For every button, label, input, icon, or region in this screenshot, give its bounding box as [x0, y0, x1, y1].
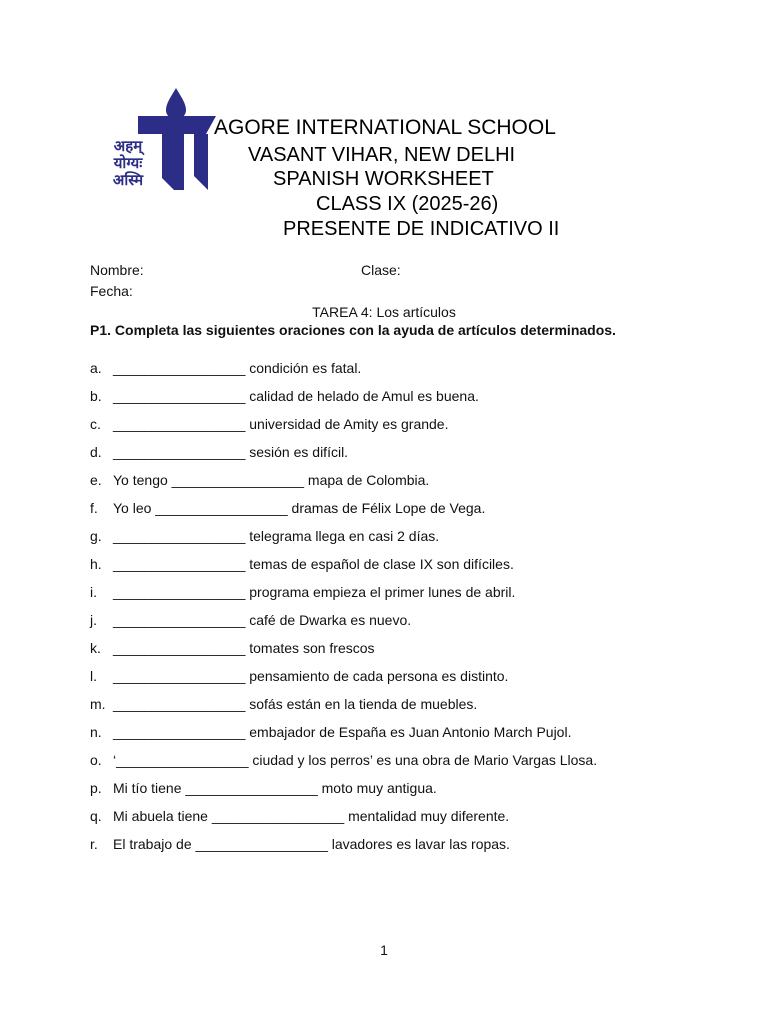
exercise-sentence: _________________ programa empieza el primer lunes de abril. — [113, 584, 516, 600]
exercise-sentence: _________________ condición es fatal. — [113, 360, 362, 376]
exercise-letter: h. — [90, 556, 102, 572]
exercise-letter: p. — [90, 780, 102, 796]
exercise-sentence: ‘_________________ ciudad y los perros’ es una obra de Mario Vargas Llosa. — [113, 752, 598, 768]
exercise-letter: r. — [90, 836, 98, 852]
exercise-letter: g. — [90, 528, 102, 544]
exercise-letter: o. — [90, 752, 102, 768]
exercise-letter: c. — [90, 416, 101, 432]
exercise-sentence: _________________ temas de español de clase IX son difíciles. — [113, 556, 514, 572]
exercise-sentence: _________________ café de Dwarka es nuevo. — [113, 612, 412, 628]
worksheet-title: SPANISH WORKSHEET — [273, 168, 494, 190]
logo-motto: अहम् योग्यः अस्मि — [112, 137, 144, 189]
exercise-letter: a. — [90, 360, 102, 376]
exercise-sentence: _________________ sesión es difícil. — [113, 444, 349, 460]
exercise-sentence: _________________ embajador de España es Juan Antonio March Pujol. — [113, 724, 572, 740]
exercise-sentence: _________________ universidad de Amity es grande. — [113, 416, 449, 432]
exercise-sentence: _________________ pensamiento de cada persona es distinto. — [113, 668, 509, 684]
name-field-label: Nombre: — [90, 262, 144, 278]
exercise-sentence: El trabajo de _________________ lavadores es lavar las ropas. — [113, 836, 510, 852]
exercise-sentence: Mi abuela tiene _________________ mentalidad muy diferente. — [113, 808, 510, 824]
exercise-letter: l. — [90, 668, 97, 684]
page-number: 1 — [380, 942, 388, 958]
exercise-letter: k. — [90, 640, 101, 656]
school-name: AGORE INTERNATIONAL SCHOOL — [214, 116, 556, 139]
exercise-letter: d. — [90, 444, 102, 460]
exercise-sentence: Mi tío tiene _________________ moto muy antigua. — [113, 780, 437, 796]
exercise-sentence: _________________ sofás están en la tienda de muebles. — [113, 696, 478, 712]
exercise-letter: q. — [90, 808, 102, 824]
class-field-label: Clase: — [361, 262, 401, 278]
exercise-letter: e. — [90, 472, 102, 488]
exercise-sentence: _________________ tomates son frescos — [113, 640, 375, 656]
task-title: TAREA 4: Los artículos — [312, 304, 456, 320]
exercise-letter: m. — [90, 696, 106, 712]
exercise-sentence: Yo tengo _________________ mapa de Colombia. — [113, 472, 430, 488]
task-instruction: P1. Completa las siguientes oraciones con la ayuda de artículos determinados. — [90, 322, 616, 338]
exercise-letter: b. — [90, 388, 102, 404]
date-field-label: Fecha: — [90, 283, 133, 299]
exercise-sentence: _________________ telegrama llega en casi 2 días. — [113, 528, 440, 544]
exercise-letter: i. — [90, 584, 97, 600]
exercise-sentence: Yo leo _________________ dramas de Félix Lope de Vega. — [113, 500, 486, 516]
exercise-letter: n. — [90, 724, 102, 740]
exercise-letter: j. — [90, 612, 97, 628]
exercise-letter: f. — [90, 500, 98, 516]
school-location: VASANT VIHAR, NEW DELHI — [248, 144, 516, 166]
topic-title: PRESENTE DE INDICATIVO II — [283, 218, 560, 240]
class-label: CLASS IX (2025-26) — [316, 193, 499, 215]
exercise-sentence: _________________ calidad de helado de Amul es buena. — [113, 388, 479, 404]
